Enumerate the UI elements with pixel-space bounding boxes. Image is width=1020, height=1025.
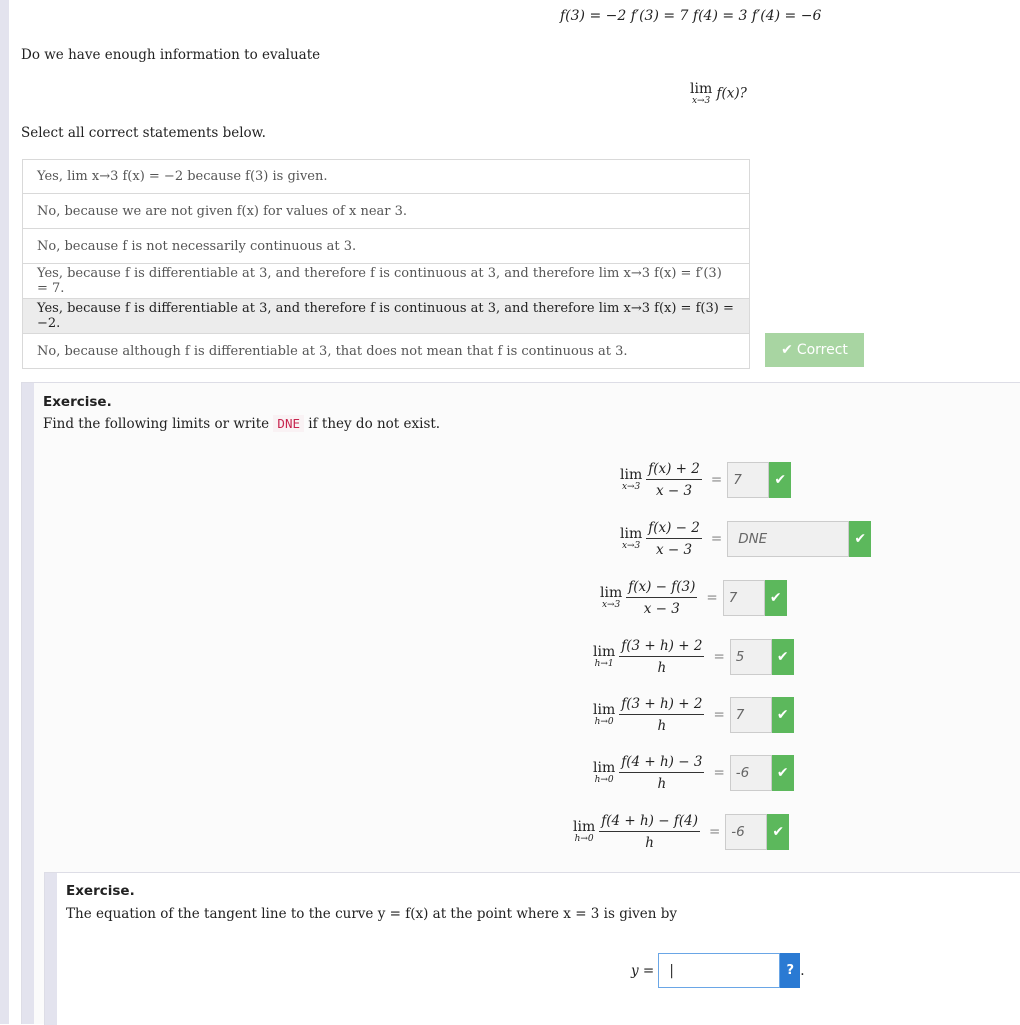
limit-fraction: $\frac{f(4 + h) - 3}{h}$ [621, 754, 703, 792]
check-icon: ✔ [769, 462, 791, 498]
limit-row-4: lim h→1 $\frac{f(3 + h) + 2}{h}$ = 5 ✔ [593, 639, 794, 675]
limit-operator: lim h→0 [593, 702, 616, 727]
limit-operator: lim h→0 [593, 760, 616, 785]
question-limit [690, 82, 747, 106]
limit-expression: f(x)? [716, 85, 747, 102]
answer-input-4[interactable]: 5 [730, 639, 772, 675]
dne-code: DNE [273, 415, 304, 432]
exercise-title: Exercise. [43, 394, 112, 410]
limit-fraction: $\frac{f(x) - f(3)}{x - 3}$ [628, 579, 696, 617]
limit-operator: lim x→3 [620, 526, 643, 551]
answer-input-1[interactable]: 7 [727, 462, 769, 498]
select-instruction: Select all correct statements below. [21, 125, 266, 141]
option-1[interactable]: Yes, lim x→3 f(x) = −2 because f(3) is given. [22, 159, 750, 194]
tangent-answer-input[interactable]: | [658, 953, 780, 988]
exercise-limits-box [21, 382, 1020, 1024]
option-2[interactable]: No, because we are not given f(x) for values of x near 3. [22, 194, 750, 229]
given-values: f(3) = −2 f′(3) = 7 f(4) = 3 f′(4) = −6 [560, 8, 822, 24]
option-6[interactable]: No, because although f is differentiable at 3, that does not mean that f is continuous at 3. [22, 334, 750, 369]
limit-fraction: $\frac{f(3 + h) + 2}{h}$ [621, 638, 703, 676]
limit-row-3: lim x→3 $\frac{f(x) - f(3)}{x - 3}$ = 7 ✔ [600, 580, 787, 616]
option-4[interactable]: Yes, because f is differentiable at 3, and therefore f is continuous at 3, and therefore lim x→3 f(x) = f′(3) = 7. [22, 264, 750, 299]
check-icon: ✔ [849, 521, 871, 557]
options-list [22, 159, 750, 369]
option-5-selected[interactable]: Yes, because f is differentiable at 3, and therefore f is continuous at 3, and therefore lim x→3 f(x) = f(3) = −2. [22, 299, 750, 334]
limit-fraction: $\frac{f(4 + h) - f(4)}{h}$ [601, 813, 698, 851]
check-icon: ✔ [767, 814, 789, 850]
help-button[interactable]: ? [780, 953, 800, 988]
answer-input-5[interactable]: 7 [730, 697, 772, 733]
limit-fraction: $\frac{f(x) - 2}{x - 3}$ [648, 520, 700, 558]
limit-operator: lim x→3 [600, 585, 623, 610]
answer-input-2[interactable]: DNE [727, 521, 849, 557]
answer-input-3[interactable]: 7 [723, 580, 765, 616]
check-icon: ✔ [772, 755, 794, 791]
limit-row-7: lim h→0 $\frac{f(4 + h) - f(4)}{h}$ = -6 ✔ [573, 814, 789, 850]
limit-fraction: $\frac{f(x) + 2}{x - 3}$ [648, 461, 700, 499]
tangent-exercise-title: Exercise. [66, 883, 135, 899]
tangent-question: The equation of the tangent line to the curve y = f(x) at the point where x = 3 is given by [66, 906, 678, 922]
left-margin-strip [0, 0, 9, 1024]
tangent-answer-row [631, 953, 805, 988]
exercise-instructions: Find the following limits or write DNE if they do not exist. [43, 416, 441, 432]
correct-label: Correct [796, 342, 848, 358]
trailing-period: . [800, 962, 805, 979]
limit-operator: lim x→3 [690, 81, 713, 106]
limit-operator: lim h→0 [573, 819, 596, 844]
limit-operator: lim x→3 [620, 467, 643, 492]
limit-fraction: $\frac{f(3 + h) + 2}{h}$ [621, 696, 703, 734]
option-3[interactable]: No, because f is not necessarily continuous at 3. [22, 229, 750, 264]
exercise-tangent-box [44, 872, 1020, 1025]
limit-row-6: lim h→0 $\frac{f(4 + h) - 3}{h}$ = -6 ✔ [593, 755, 794, 791]
limit-operator: lim h→1 [593, 644, 616, 669]
answer-input-7[interactable]: -6 [725, 814, 767, 850]
limit-row-5: lim h→0 $\frac{f(3 + h) + 2}{h}$ = 7 ✔ [593, 697, 794, 733]
check-icon: ✔ [772, 639, 794, 675]
check-icon: ✔ [765, 580, 787, 616]
check-icon: ✔ [772, 697, 794, 733]
correct-button[interactable] [765, 333, 864, 367]
answer-input-6[interactable]: -6 [730, 755, 772, 791]
limit-row-1: lim x→3 $\frac{f(x) + 2}{x - 3}$ = 7 ✔ [620, 462, 791, 498]
exercise-strip [22, 383, 34, 1024]
y-equals-label: y = [631, 962, 655, 979]
inner-strip [45, 873, 57, 1025]
check-icon: ✔ [781, 342, 793, 358]
question-text: Do we have enough information to evaluate [21, 47, 321, 63]
limit-row-2: lim x→3 $\frac{f(x) - 2}{x - 3}$ = DNE ✔ [620, 521, 871, 557]
